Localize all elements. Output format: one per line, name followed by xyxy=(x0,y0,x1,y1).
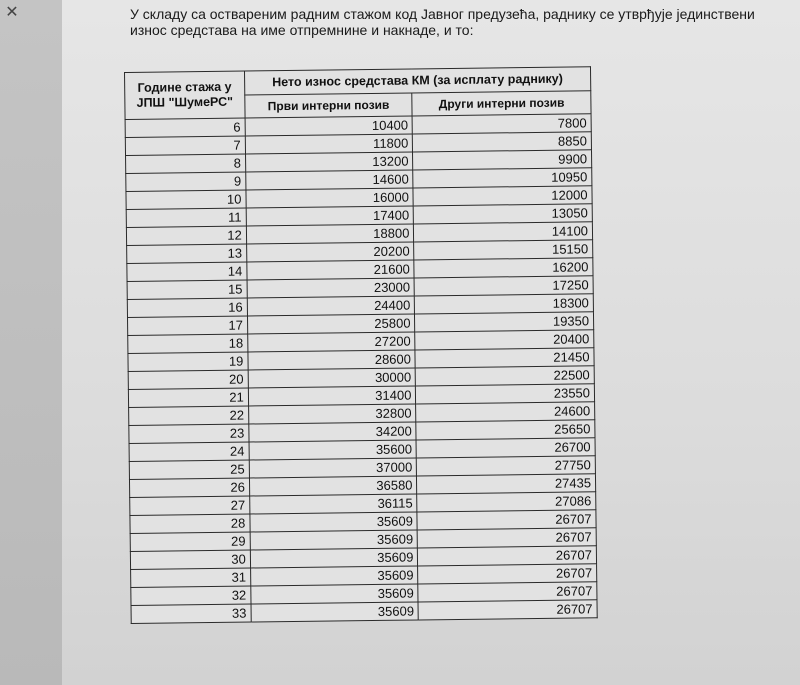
cell-second-call: 20400 xyxy=(415,330,594,350)
cell-years: 10 xyxy=(126,190,246,209)
cell-first-call: 35609 xyxy=(251,602,419,622)
cell-first-call: 11800 xyxy=(245,134,413,154)
header-first-internal-call: Први интерни позив xyxy=(245,92,413,118)
cell-second-call: 24600 xyxy=(416,402,595,422)
cell-second-call: 14100 xyxy=(414,222,593,242)
cell-first-call: 14600 xyxy=(246,170,414,190)
cell-first-call: 36115 xyxy=(250,494,418,514)
cell-first-call: 23000 xyxy=(247,278,415,298)
cell-years: 32 xyxy=(131,586,251,605)
cell-first-call: 35600 xyxy=(249,440,417,460)
cell-first-call: 34200 xyxy=(249,422,417,442)
cell-second-call: 7800 xyxy=(412,114,591,134)
cell-first-call: 24400 xyxy=(247,296,415,316)
cell-second-call: 10950 xyxy=(413,168,592,188)
cell-first-call: 35609 xyxy=(250,548,418,568)
cell-first-call: 35609 xyxy=(250,566,418,586)
cell-years: 33 xyxy=(131,604,251,623)
cell-first-call: 10400 xyxy=(245,116,413,136)
cell-first-call: 32800 xyxy=(248,404,416,424)
cell-second-call: 26707 xyxy=(418,600,597,620)
cell-second-call: 23550 xyxy=(416,384,595,404)
cell-years: 26 xyxy=(129,478,249,497)
close-icon[interactable]: ✕ xyxy=(5,2,19,21)
cell-second-call: 19350 xyxy=(415,312,594,332)
cell-second-call: 8850 xyxy=(413,132,592,152)
cell-first-call: 37000 xyxy=(249,458,417,478)
cell-second-call: 17250 xyxy=(414,276,593,296)
cell-years: 20 xyxy=(128,370,248,389)
cell-second-call: 22500 xyxy=(416,366,595,386)
cell-second-call: 26707 xyxy=(418,564,597,584)
cell-years: 18 xyxy=(128,334,248,353)
cell-years: 16 xyxy=(127,298,247,317)
cell-years: 12 xyxy=(126,226,246,245)
cell-second-call: 18300 xyxy=(415,294,594,314)
table-body xyxy=(125,114,597,624)
cell-second-call: 15150 xyxy=(414,240,593,260)
cell-years: 31 xyxy=(131,568,251,587)
cell-second-call: 9900 xyxy=(413,150,592,170)
header-second-internal-call: Други интерни позив xyxy=(412,90,591,116)
cell-second-call: 26707 xyxy=(418,582,597,602)
header-years-of-service: Године стажа у ЈПШ "ШумеРС" xyxy=(125,71,245,119)
cell-years: 27 xyxy=(130,496,250,515)
intro-line-2: износ средстава на име отпремнине и накнаде, и то: xyxy=(130,22,474,38)
cell-years: 25 xyxy=(129,460,249,479)
cell-second-call: 26707 xyxy=(418,528,597,548)
cell-first-call: 36580 xyxy=(249,476,417,496)
cell-years: 14 xyxy=(127,262,247,281)
cell-years: 17 xyxy=(127,316,247,335)
intro-line-1: У складу са оствареним радним стажом код Јавног предузећа, раднику се утврђује јединствени xyxy=(130,6,755,22)
left-margin xyxy=(0,0,62,685)
cell-years: 23 xyxy=(129,424,249,443)
header-net-amount: Нето износ средстава КМ (за исплату раднику) xyxy=(244,67,590,95)
cell-first-call: 35609 xyxy=(250,512,418,532)
cell-years: 29 xyxy=(130,532,250,551)
cell-first-call: 16000 xyxy=(246,188,414,208)
cell-first-call: 21600 xyxy=(247,260,415,280)
cell-years: 19 xyxy=(128,352,248,371)
cell-years: 21 xyxy=(128,388,248,407)
cell-first-call: 13200 xyxy=(245,152,413,172)
cell-second-call: 12000 xyxy=(413,186,592,206)
cell-years: 13 xyxy=(127,244,247,263)
cell-second-call: 27750 xyxy=(417,456,596,476)
cell-first-call: 20200 xyxy=(246,242,414,262)
cell-first-call: 28600 xyxy=(248,350,416,370)
cell-first-call: 25800 xyxy=(247,314,415,334)
cell-first-call: 27200 xyxy=(248,332,416,352)
cell-second-call: 21450 xyxy=(415,348,594,368)
cell-years: 11 xyxy=(126,208,246,227)
cell-years: 7 xyxy=(125,136,245,155)
cell-first-call: 17400 xyxy=(246,206,414,226)
cell-second-call: 27086 xyxy=(417,492,596,512)
intro-paragraph xyxy=(130,6,770,38)
cell-years: 6 xyxy=(125,118,245,137)
severance-table xyxy=(124,66,598,624)
cell-first-call: 30000 xyxy=(248,368,416,388)
cell-second-call: 25650 xyxy=(416,420,595,440)
cell-years: 9 xyxy=(126,172,246,191)
cell-second-call: 26700 xyxy=(416,438,595,458)
cell-years: 28 xyxy=(130,514,250,533)
cell-second-call: 16200 xyxy=(414,258,593,278)
cell-years: 15 xyxy=(127,280,247,299)
cell-years: 22 xyxy=(129,406,249,425)
cell-years: 24 xyxy=(129,442,249,461)
cell-years: 8 xyxy=(126,154,246,173)
cell-second-call: 13050 xyxy=(414,204,593,224)
cell-second-call: 27435 xyxy=(417,474,596,494)
cell-first-call: 31400 xyxy=(248,386,416,406)
cell-first-call: 35609 xyxy=(250,530,418,550)
cell-first-call: 35609 xyxy=(251,584,419,604)
cell-second-call: 26707 xyxy=(417,510,596,530)
cell-years: 30 xyxy=(130,550,250,569)
cell-first-call: 18800 xyxy=(246,224,414,244)
cell-second-call: 26707 xyxy=(418,546,597,566)
